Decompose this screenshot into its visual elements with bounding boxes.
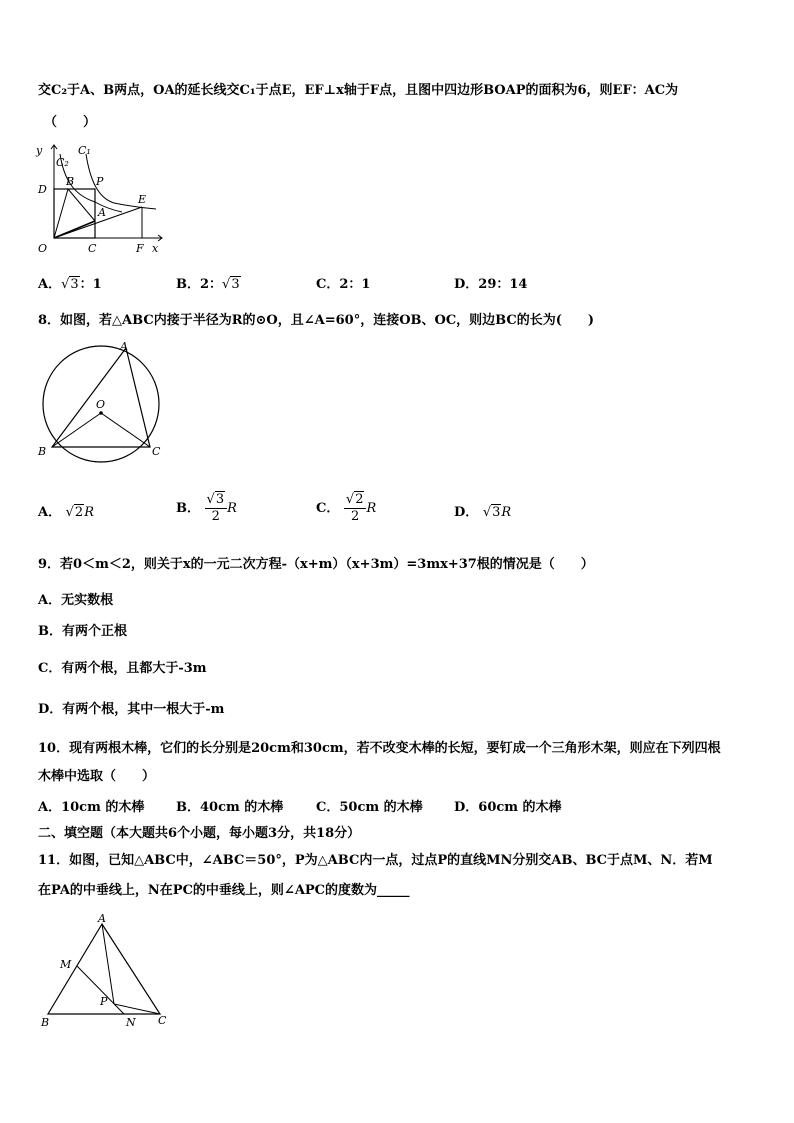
q7-label-c1: C₁ [78,144,91,157]
q11-stem-line2: 在PA的中垂线上，N在PC的中垂线上，则∠APC的度数为_____ [38,883,410,898]
q7-option-d[interactable]: D．29：14 [454,277,528,292]
q8-option-b[interactable]: B． $\frac{√3}{2}$ R [176,492,237,524]
section-heading: 二、填空题（本大题共6个小题，每小题3分，共18分） [38,826,361,841]
q7-option-c[interactable]: C．2：1 [316,277,371,292]
q7-label-e: E [138,193,147,206]
q8-figure [34,338,174,462]
q7-figure [34,140,164,258]
q9-option-c[interactable]: C．有两个根，且都大于-3m [38,661,207,676]
fraction: $\frac{√3}{2}$ [205,492,228,525]
q11-label-p: P [100,995,108,1008]
q11-label-c: C [158,1014,167,1027]
q7-answer-paren: （ ） [44,115,97,130]
q7-label-p: P [96,175,104,188]
q7-label-c: C [88,242,97,255]
q7-stem-line1: 交C₂于A、B两点，OA的延长线交C₁于点E，EF⊥x轴于F点，且图中四边形BOAP的面积为6，则EF：AC为 [38,83,679,98]
q7-label-f: F [136,242,144,255]
q11-stem-line1: 11．如图，已知△ABC中，∠ABC＝50°，P为△ABC内一点，过点P的直线MN分别交AB、BC于点M、N．若M [38,853,713,868]
q10-option-c[interactable]: C．50cm 的木棒 [316,800,423,815]
q8-label-o: O [96,398,106,411]
q11-figure [36,910,176,1032]
q7-label-d: D [38,183,47,196]
q7-option-b[interactable]: B．2：√3 [176,277,240,292]
q7-label-c2: C₂ [56,156,69,169]
sqrt-icon: √2 [65,505,84,520]
q7-label-a: A [98,206,106,219]
q10-stem-line2: 木棒中选取（ ） [38,769,156,784]
q9-option-d[interactable]: D．有两个根，其中一根大于-m [38,702,225,717]
sqrt-icon: √3 [482,505,501,520]
q7-label-x: x [152,242,159,255]
q8-option-c[interactable]: C． $\frac{√2}{2}$ R [316,492,377,524]
q11-label-a: A [98,912,106,925]
fraction: $\frac{√2}{2}$ [344,492,367,525]
q9-stem: 9．若0＜m＜2，则关于x的一元二次方程-（x+m）（x+3m）=3mx+37根的情况是（ ） [38,557,594,572]
q11-label-n: N [126,1016,136,1029]
q10-option-b[interactable]: B．40cm 的木棒 [176,800,284,815]
q8-stem: 8．如图，若△ABC内接于半径为R的⊙O，且∠A=60°，连接OB、OC，则边BC的长为( ) [38,313,595,328]
q8-label-c: C [152,445,161,458]
q7-label-y: y [36,144,43,157]
q8-label-a: A [120,340,128,353]
q7-label-o: O [38,242,48,255]
q10-stem-line1: 10．现有两根木棒，它们的长分别是20cm和30cm，若不改变木棒的长短，要钉成一个三角形木架，则应在下列四根 [38,741,721,756]
q7-option-a[interactable]: A．√3：1 [38,277,102,292]
q10-option-d[interactable]: D．60cm 的木棒 [454,800,562,815]
q11-label-m: M [60,958,72,971]
q8-option-d[interactable]: D． √3R [454,505,512,520]
q9-option-a[interactable]: A．无实数根 [38,593,114,608]
q10-option-a[interactable]: A．10cm 的木棒 [38,800,145,815]
sqrt-icon: √3 [222,277,240,292]
sqrt-icon: √3 [61,277,79,292]
q8-option-a[interactable]: A． √2R [38,505,94,520]
q8-label-b: B [38,445,47,458]
q11-label-b: B [41,1016,50,1029]
q9-option-b[interactable]: B．有两个正根 [38,624,127,639]
q7-label-b: B [66,175,75,188]
